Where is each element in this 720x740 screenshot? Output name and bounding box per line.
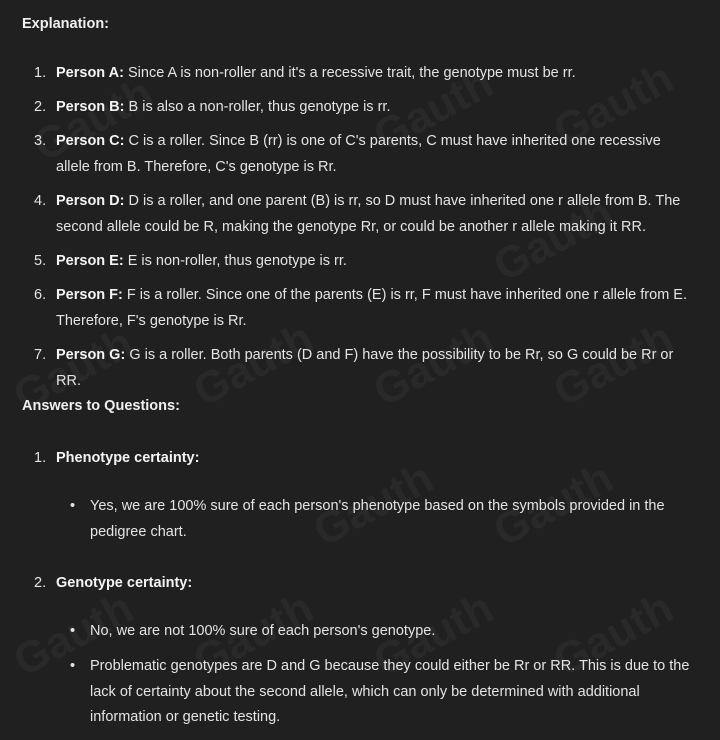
item-text: C is a roller. Since B (rr) is one of C's parents, C must have inherited one recessive allele from B. Therefore, C's genotype is Rr.: [56, 133, 661, 175]
item-label: Person A:: [56, 65, 124, 81]
list-item: [34, 189, 694, 240]
answers-heading: Answers to Questions:: [22, 398, 180, 414]
bullet-text: Yes, we are 100% sure of each person's phenotype based on the symbols provided in the pedigree chart.: [90, 498, 665, 540]
item-text: B is also a non-roller, thus genotype is rr.: [124, 99, 391, 115]
list-number: 5.: [34, 253, 47, 269]
list-number: 1.: [34, 65, 47, 81]
bullet-text: No, we are not 100% sure of each person's genotype.: [90, 623, 436, 639]
list-number: 6.: [34, 287, 47, 303]
item-label: Person D:: [56, 193, 125, 209]
question-item: [34, 446, 694, 472]
item-label: Person G:: [56, 347, 126, 363]
bullet-item: [70, 494, 690, 545]
list-item: [34, 249, 694, 275]
item-text: Since A is non-roller and it's a recessive trait, the genotype must be rr.: [123, 65, 576, 81]
list-number: 3.: [34, 133, 47, 149]
question-label: Phenotype certainty:: [56, 450, 200, 466]
list-item: [34, 129, 694, 180]
item-text: G is a roller. Both parents (D and F) have the possibility to be Rr, so G could be Rr or RR.: [56, 347, 674, 389]
list-item: [34, 61, 694, 87]
list-number: 2.: [34, 575, 47, 591]
item-label: Person F:: [56, 287, 123, 303]
question-label: Genotype certainty:: [56, 575, 193, 591]
item-text: D is a roller, and one parent (B) is rr, so D must have inherited one r allele from B. The second allele could be R, making the genotype Rr, or could be another r allele making it RR.: [56, 193, 681, 235]
item-label: Person E:: [56, 253, 124, 269]
question-item: [34, 571, 694, 597]
bullet-item: [70, 654, 690, 731]
list-number: 7.: [34, 347, 47, 363]
list-item: [34, 95, 694, 121]
item-label: Person B:: [56, 99, 125, 115]
bullet-icon: •: [70, 623, 76, 639]
item-text: F is a roller. Since one of the parents (E) is rr, F must have inherited one r allele from E. Therefore, F's genotype is Rr.: [56, 287, 688, 329]
item-text: E is non-roller, thus genotype is rr.: [123, 253, 347, 269]
item-label: Person C:: [56, 133, 125, 149]
list-number: 2.: [34, 99, 47, 115]
bullet-text: Problematic genotypes are D and G because they could either be Rr or RR. This is due to the lack of certainty about the second allele, which can only be determined with additional information or genetic testing.: [90, 658, 690, 725]
list-number: 4.: [34, 193, 47, 209]
explanation-heading: Explanation:: [22, 16, 110, 32]
list-item: [34, 343, 694, 394]
list-number: 1.: [34, 450, 47, 466]
bullet-item: [70, 619, 690, 645]
bullet-icon: •: [70, 498, 76, 514]
list-item: [34, 283, 694, 334]
bullet-icon: •: [70, 658, 76, 674]
